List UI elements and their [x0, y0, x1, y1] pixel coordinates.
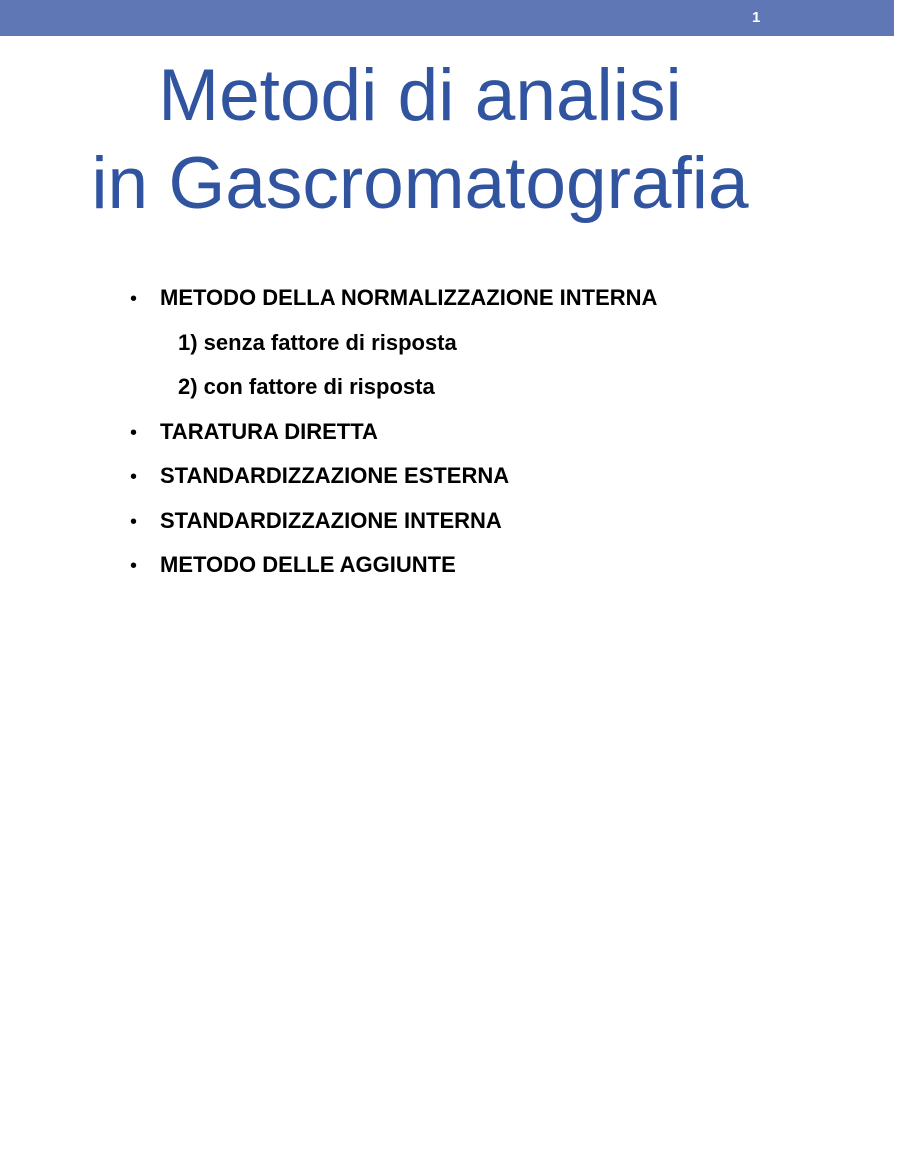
- list-item: [130, 499, 850, 544]
- bullet-icon: •: [130, 466, 138, 488]
- slide-title: [0, 52, 840, 228]
- list-item-text: STANDARDIZZAZIONE INTERNA: [160, 507, 502, 533]
- header-bar: [0, 0, 894, 36]
- bullet-icon: •: [130, 555, 138, 577]
- slide-title-line-1: Metodi di analisi: [158, 55, 682, 136]
- sub-list-item: [130, 365, 850, 410]
- bullet-icon: •: [130, 421, 138, 444]
- list-item-text: TARATURA DIRETTA: [160, 418, 378, 444]
- bullet-icon: •: [130, 510, 138, 533]
- list-item-text: METODO DELLE AGGIUNTE: [160, 552, 456, 577]
- list-item: [130, 410, 850, 455]
- list-item-text: STANDARDIZZAZIONE ESTERNA: [160, 463, 510, 488]
- page-number: 1: [752, 9, 761, 26]
- sub-list-item-text: 2) con fattore di risposta: [178, 374, 435, 399]
- slide-title-line-2: in Gascromatografia: [91, 143, 749, 224]
- list-item-text: METODO DELLA NORMALIZZAZIONE INTERNA: [160, 285, 658, 310]
- list-item: [130, 543, 850, 588]
- sub-list-item-text: 1) senza fattore di risposta: [178, 329, 457, 355]
- list-item: [130, 276, 850, 321]
- bullet-icon: •: [130, 288, 138, 310]
- list-item: [130, 454, 850, 499]
- sub-list-item: [130, 321, 850, 366]
- method-list: [130, 276, 850, 588]
